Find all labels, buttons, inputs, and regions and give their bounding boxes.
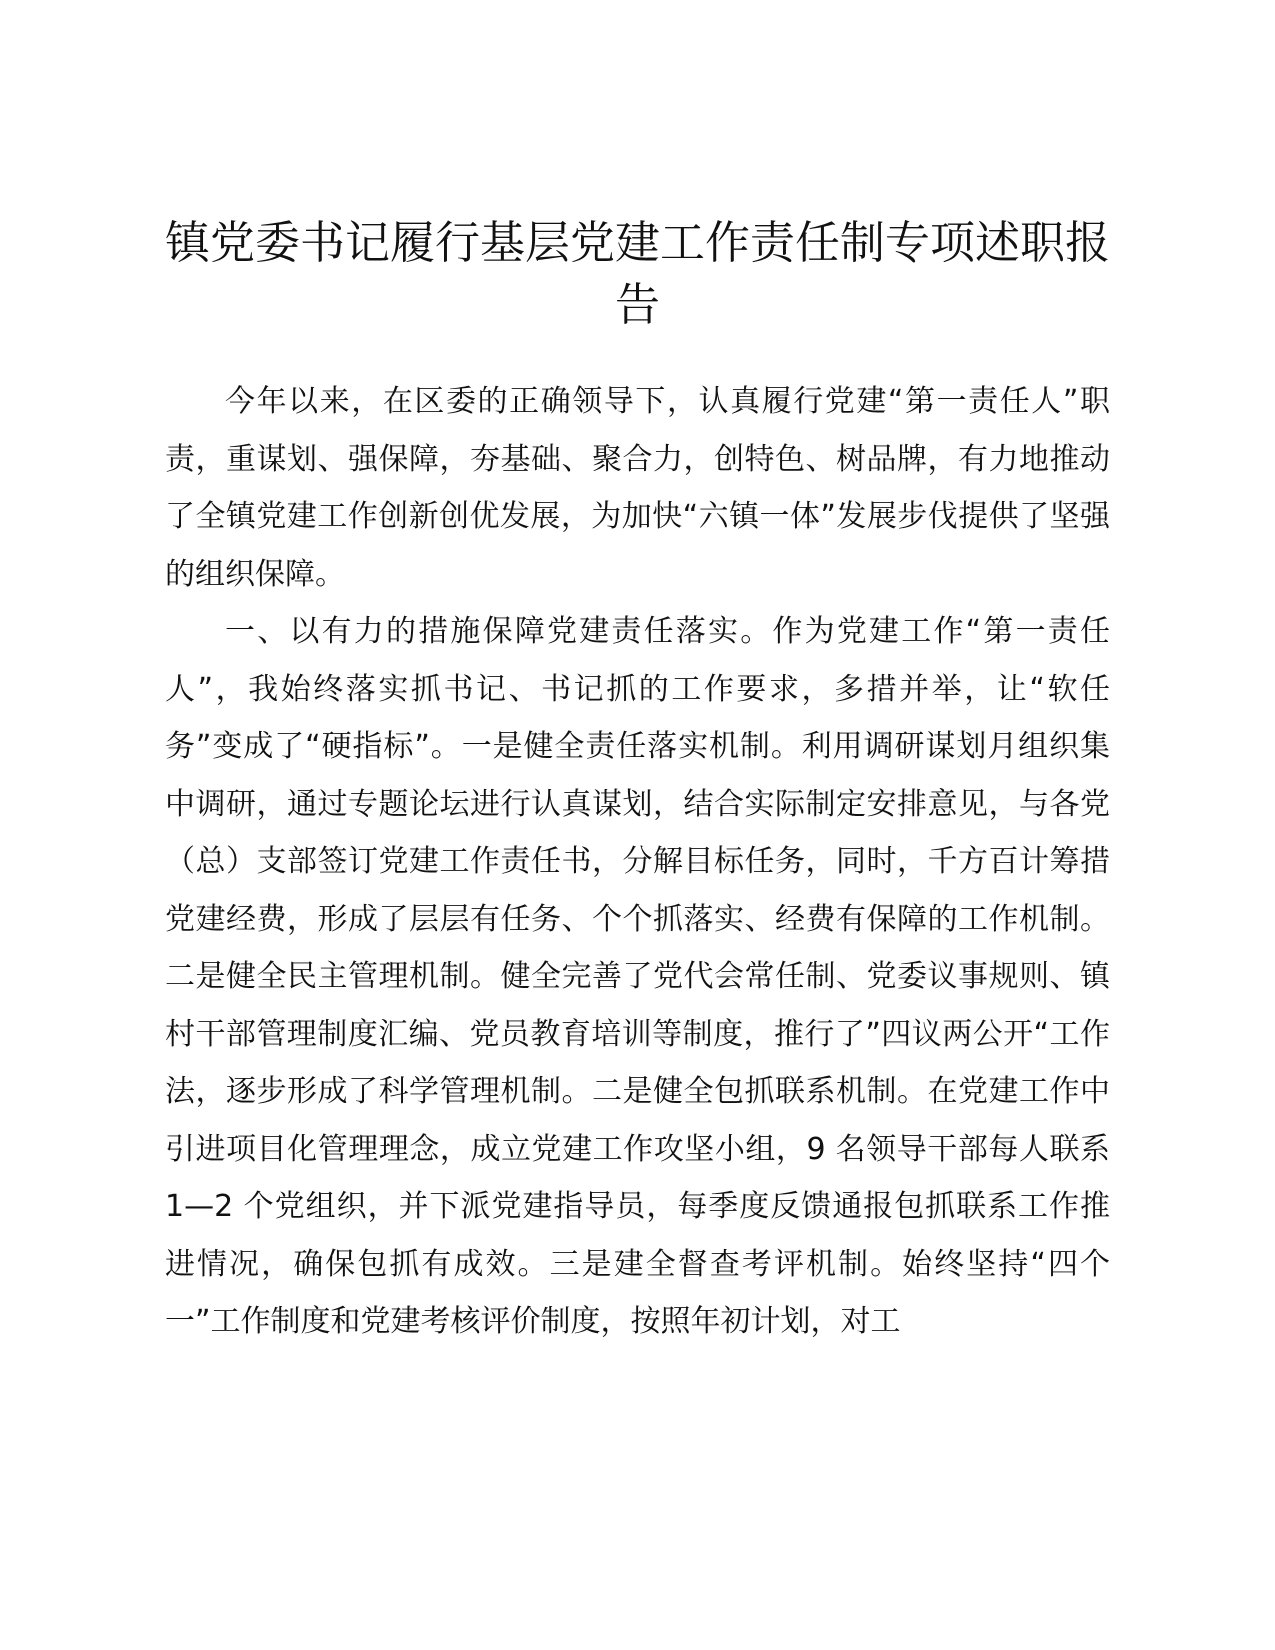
paragraph-intro: 今年以来，在区委的正确领导下，认真履行党建“第一责任人”职责，重谋划、强保障，夯基础、聚合力，创特色、树品牌，有力地推动了全镇党建工作创新创优发展，为加快“六镇一体”发展步伐提供了坚强的组织保障。 (165, 384, 1110, 592)
document-body (165, 373, 1110, 1351)
document-title: 镇党委书记履行基层党建工作责任制专项述职报告 (164, 216, 1110, 331)
paragraph-section-one: 一、以有力的措施保障党建责任落实。作为党建工作“第一责任人”，我始终落实抓书记、书记抓的工作要求，多措并举，让“软任务”变成了“硬指标”。一是健全责任落实机制。利用调研谋划月组织集中调研，通过专题论坛进行认真谋划，结合实际制定安排意见，与各党（总）支部签订党建工作责任书，分解目标任务，同时，千方百计筹措党建经费，形成了层层有任务、个个抓落实、经费有保障的工作机制。二是健全民主管理机制。健全完善了党代会常任制、党委议事规则、镇村干部管理制度汇编、党员教育培训等制度，推行了”四议两公开“工作法，逐步形成了科学管理机制。二是健全包抓联系机制。在党建工作中引进项目化管理理念，成立党建工作攻坚小组，9 名领导干部每人联系 1—2 个党组织，并下派党建指导员，每季度反馈通报包抓联系工作推进情况，确保包抓有成效。三是建全督查考评机制。始终坚持“四个一”工作制度和党建考核评价制度，按照年初计划，对工 (165, 614, 1110, 1339)
